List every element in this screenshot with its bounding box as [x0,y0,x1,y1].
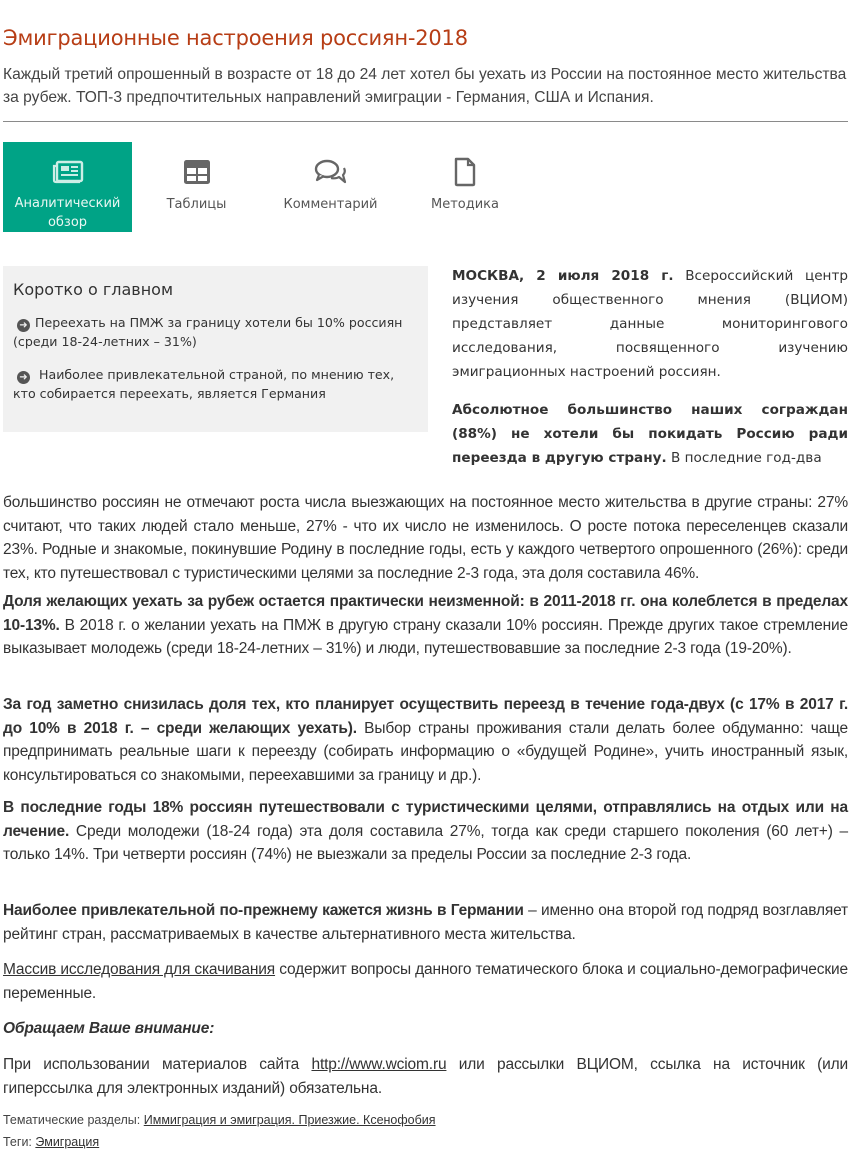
tab-analytical-review[interactable] [3,142,132,232]
tab-comment[interactable] [266,142,395,232]
tab-tables[interactable] [132,142,261,232]
paragraph: За год заметно снизилась доля тех, кто планирует осуществить переезд в течение года-двух (с 17% в 2017 г. до 10% в 2018 г. – среди желающих уехать). Выбор страны проживания стали делать более обдуманно: чаще предпринимать реальные шаги к переезду (собирать информацию о «будущей Родине», учить иностранный язык, консультироваться со знакомыми, переехавшими за границу и др.). [3,696,848,784]
summary-item: ➜ Наиболее привлекательной страной, по мнению тех, кто собирается переехать, является Германия [13,367,395,401]
page-subtitle: Каждый третий опрошенный в возрасте от 18 до 24 лет хотел бы уехать из России на постоянное место жительства за рубеж. ТОП-3 предпочтительных направлений эмиграции - Германия, США и Испания. [3,66,847,106]
tab-bar [3,142,535,232]
divider [3,121,848,122]
comments-icon [314,155,348,189]
paragraph: Доля желающих уехать за рубеж остается практически неизменной: в 2011-2018 гг. она колеблется в пределах 10-13%. В 2018 г. о желании уехать на ПМЖ в другую страну сказали 10% россиян. Прежде других такое стремление выказывает молодежь (среди 18-24-летних – 31%) и люди, путешествовавшие за последние 2-3 года (19-20%). [3,593,848,657]
tab-label: Методика [431,197,499,212]
paragraph: В последние годы 18% россиян путешествовали с туристическими целями, отправлялись на отдых или на лечение. Среди молодежи (18-24 года) эта доля составила 27%, тогда как среди старшего поколения (60 лет+) – только 14%. Три четверти россиян (74%) не выезжали за пределы России за последние 2-3 года. [3,799,848,863]
notice-heading: Обращаем Ваше внимание: [3,1020,215,1037]
notice-paragraph: При использовании материалов сайта http://www.wciom.ru или рассылки ВЦИОМ, ссылка на источник (или гиперссылка для электронных изданий) обязательна. [3,1056,849,1097]
page-title: Эмиграционные настроения россиян-2018 [3,26,468,50]
thematic-sections: Тематические разделы: Иммиграция и эмиграция. Приезжие. Ксенофобия [3,1113,436,1127]
summary-item: ➜ Переехать на ПМЖ за границу хотели бы 10% россиян (среди 18-24-летних – 31%) [13,315,403,349]
section-link[interactable]: Иммиграция и эмиграция. Приезжие. Ксенофобия [143,1113,436,1127]
arrow-circle-right-icon: ➜ [17,371,30,384]
table-icon [183,155,211,189]
paragraph: Наиболее привлекательной по-прежнему кажется жизнь в Германии – именно она второй год подряд возглавляет рейтинг стран, рассматриваемых в качестве альтернативного места жительства. [3,902,848,943]
paragraph: большинство россиян не отмечают роста числа выезжающих на постоянное место жительства в другие страны: 27% считают, что таких людей стало меньше, 27% - что их число не изменилось. О росте потока переселенцев сказали 23%. Родные и знакомые, покинувшие Родину в последние годы, есть у каждого четвертого опрошенного (26%): среди тех, кто путешествовал с туристическими целями за последние 2-3 года, эта доля составила 46%. [3,494,848,582]
article-intro [452,264,848,470]
file-icon [453,155,477,189]
tag-link[interactable]: Эмиграция [35,1135,100,1149]
tags: Теги: Эмиграция [3,1135,100,1149]
tab-label: Таблицы [166,197,227,212]
summary-heading: Коротко о главном [13,280,174,299]
dataset-download-link[interactable]: Массив исследования для скачивания [3,961,276,978]
tab-label: Аналитический обзор [14,196,121,230]
paragraph: МОСКВА, 2 июля 2018 г. Всероссийский центр изучения общественного мнения (ВЦИОМ) представляет данные мониторингового исследования, посвященного изучению эмиграционных настроений россиян. [452,268,848,380]
tab-label: Комментарий [283,197,378,212]
arrow-circle-right-icon: ➜ [17,319,30,332]
paragraph: Абсолютное большинство наших сограждан (88%) не хотели бы покидать Россию ради переезда в другую страну. В последние год-два [452,402,848,466]
tab-methodology[interactable] [395,142,535,232]
paragraph: Массив исследования для скачивания содержит вопросы данного тематического блока и социально-демографические переменные. [3,961,848,1002]
summary-box [3,266,428,432]
newspaper-icon [52,155,84,188]
wciom-site-link[interactable]: http://www.wciom.ru [311,1056,447,1073]
